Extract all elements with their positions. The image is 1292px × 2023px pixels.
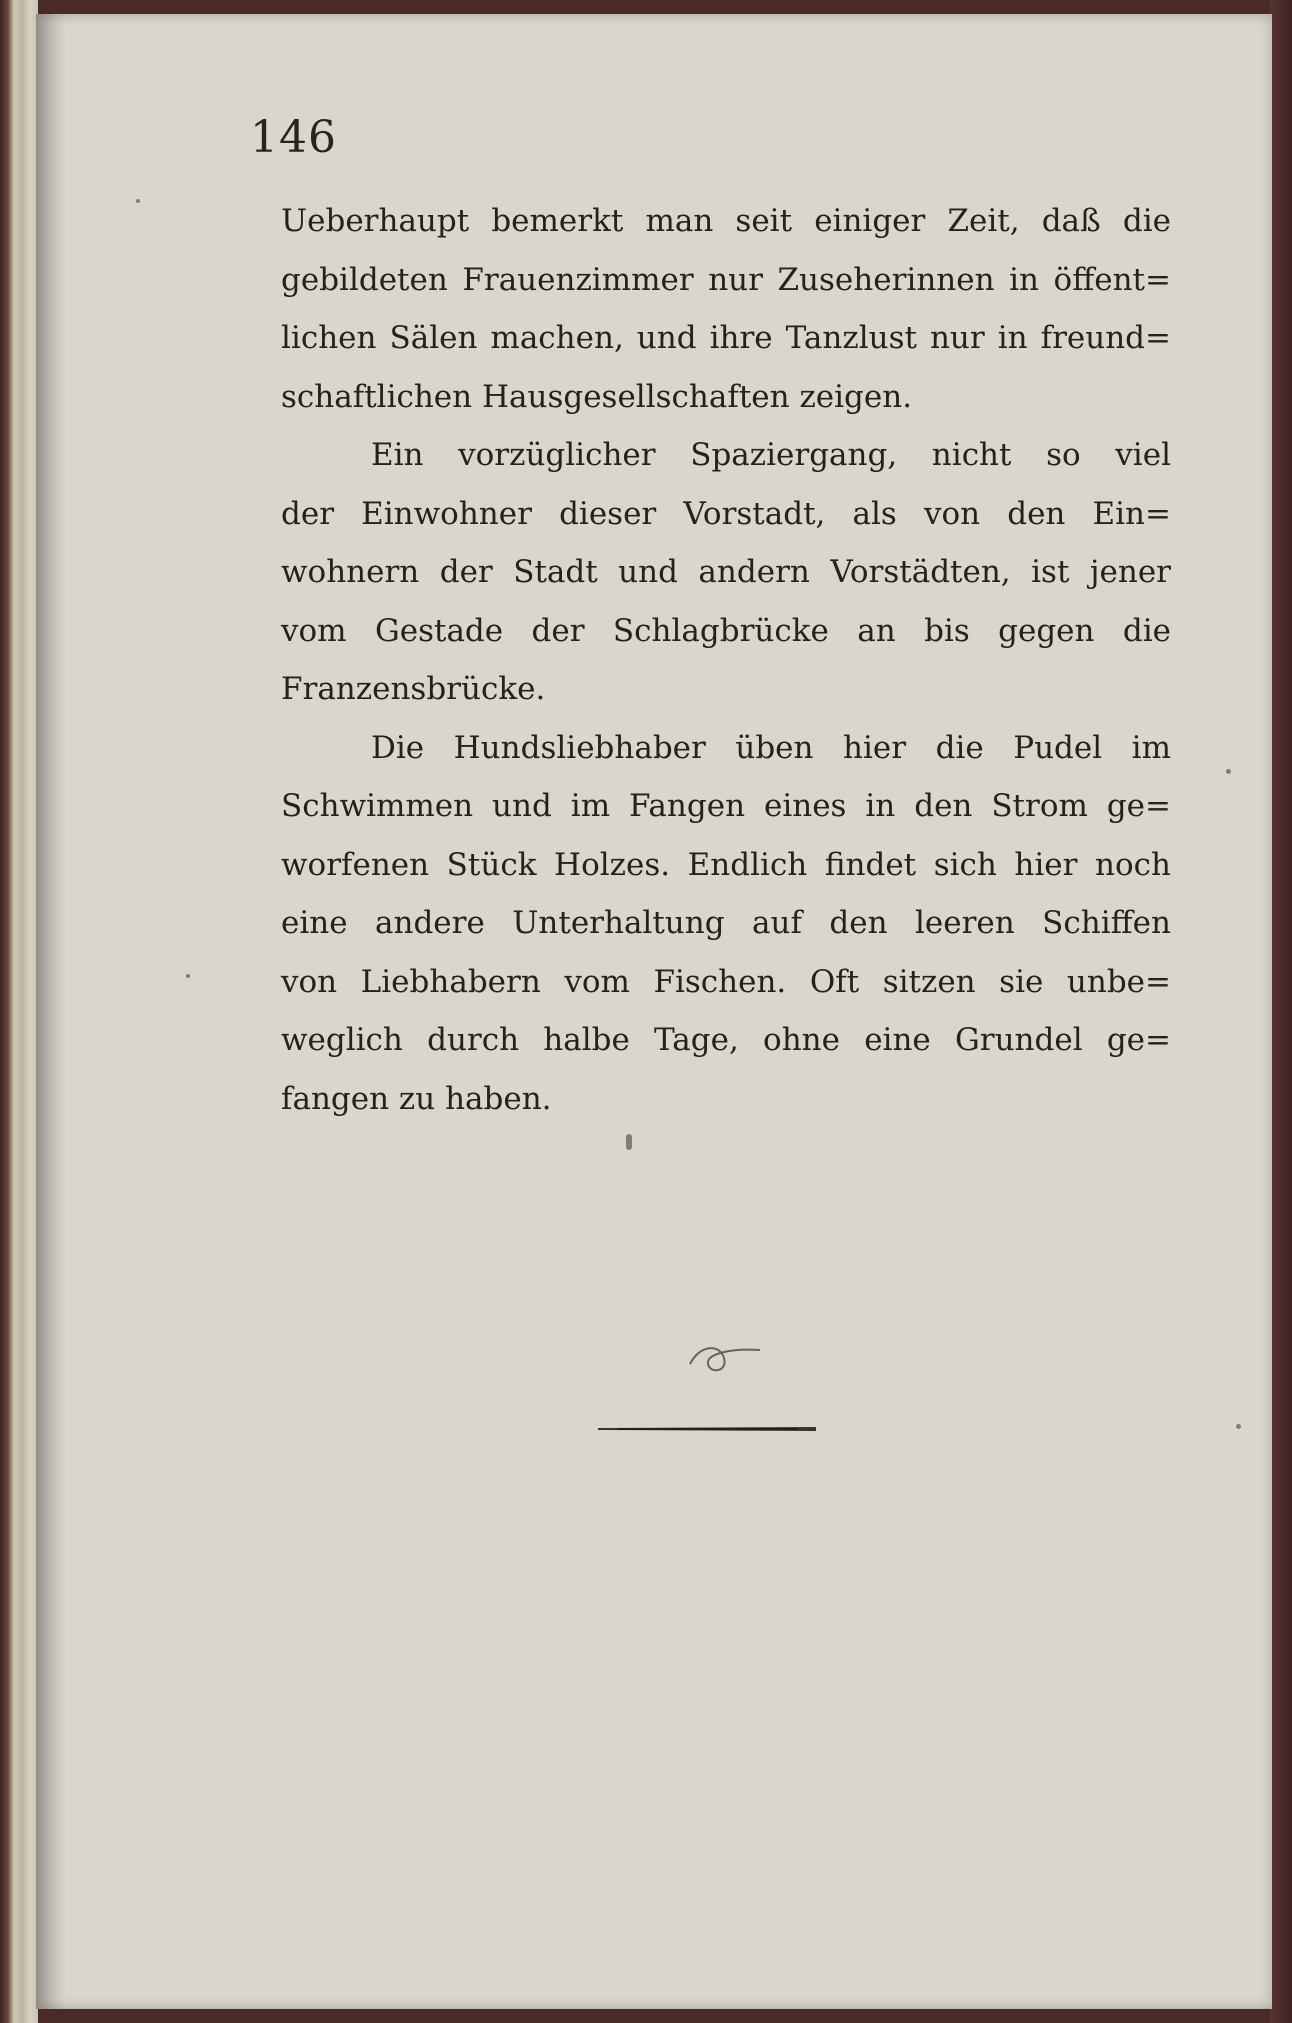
paper-speck bbox=[136, 199, 140, 203]
text-line: Die Hundsliebhaber üben hier die Pudel im bbox=[371, 729, 1171, 766]
text-line: fangen zu haben. bbox=[281, 1080, 552, 1117]
text-line: vom Gestade der Schlagbrücke an bis gegen die bbox=[281, 612, 1171, 649]
text-line: Franzensbrücke. bbox=[281, 671, 546, 707]
end-rule-icon bbox=[598, 1424, 816, 1432]
swash-ornament-icon bbox=[680, 1330, 770, 1380]
text-line: Schwimmen und im Fangen eines in den Strom ge= bbox=[281, 788, 1171, 824]
text-line: Ein vorzüglicher Spaziergang, nicht so viel bbox=[371, 437, 1171, 473]
text-line: eine andere Unterhaltung auf den leeren Schiffen bbox=[281, 905, 1171, 941]
paragraph-2 bbox=[281, 426, 1171, 719]
book-cover-edge bbox=[1270, 0, 1292, 2023]
paper-speck bbox=[186, 974, 190, 978]
text-line: schaftlichen Hausgesellschaften zeigen. bbox=[281, 378, 913, 415]
paper-speck bbox=[1236, 1424, 1241, 1429]
paragraph-1 bbox=[281, 192, 1171, 426]
page-number: 146 bbox=[250, 112, 337, 163]
text-line: lichen Sälen machen, und ihre Tanzlust nur in freund= bbox=[281, 320, 1171, 356]
body-text bbox=[281, 192, 1171, 1128]
text-line: worfenen Stück Holzes. Endlich findet sich hier noch bbox=[281, 846, 1171, 883]
paper-speck bbox=[1226, 769, 1231, 774]
book-page-edges bbox=[0, 0, 38, 2023]
text-line: von Liebhabern vom Fischen. Oft sitzen sie unbe= bbox=[281, 963, 1171, 1000]
text-line: weglich durch halbe Tage, ohne eine Grundel ge= bbox=[281, 1022, 1171, 1058]
text-line: gebildeten Frauenzimmer nur Zuseherinnen in öffent= bbox=[281, 261, 1171, 298]
paragraph-3 bbox=[281, 719, 1171, 1129]
paper-speck bbox=[626, 1134, 632, 1150]
text-line: Ueberhaupt bemerkt man seit einiger Zeit, daß die bbox=[281, 203, 1171, 239]
text-line: der Einwohner dieser Vorstadt, als von den Ein= bbox=[281, 495, 1171, 532]
spine-shadow bbox=[36, 14, 66, 2009]
text-line: wohnern der Stadt und andern Vorstädten, ist jener bbox=[281, 554, 1171, 590]
